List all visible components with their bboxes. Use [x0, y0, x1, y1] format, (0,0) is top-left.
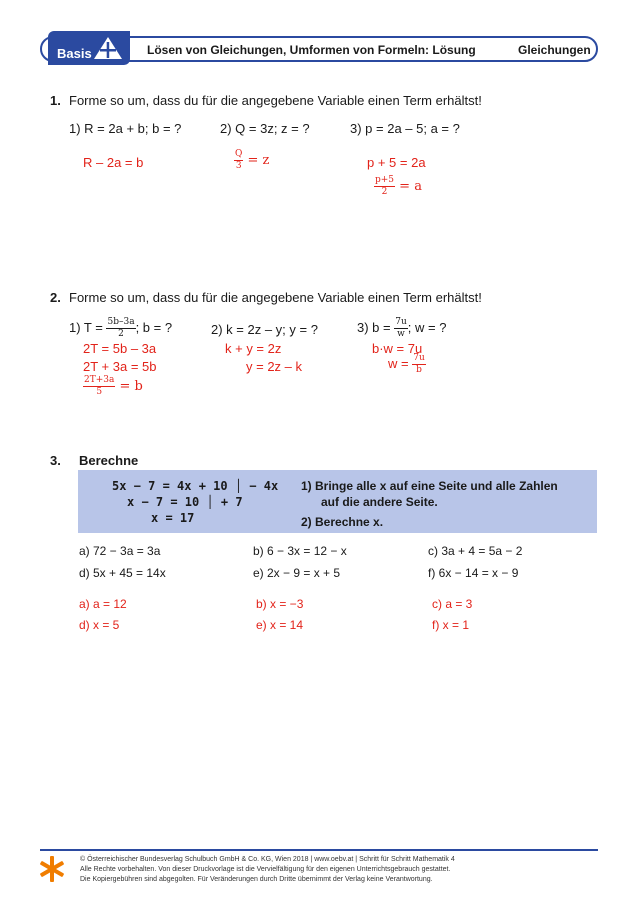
q2-item-3: 3) b = $\frac{7u}{w}$ ; w = ? — [357, 317, 447, 339]
q1-item-1: 1) R = 2a + b; b = ? — [69, 121, 182, 136]
q2-number: 2. — [50, 290, 61, 305]
q3-title: Berechne — [79, 453, 139, 468]
q1-answer-2: $\frac{Q}{3}$ = z — [235, 149, 270, 171]
publisher-logo-icon — [40, 855, 64, 883]
solution-d: d) x = 5 — [79, 618, 120, 632]
q2-text: Forme so um, dass du für die angegebene Variable einen Term erhältst! — [69, 290, 482, 305]
task-a: a) 72 − 3a = 3a — [79, 544, 161, 558]
solution-c: c) a = 3 — [432, 597, 473, 611]
q1-item-2: 2) Q = 3z; z = ? — [220, 121, 310, 136]
solution-e: e) x = 14 — [256, 618, 304, 632]
q1-text: Forme so um, dass du für die angegebene Variable einen Term erhältst! — [69, 93, 482, 108]
example-line-2: x − 7 = 10 │ + 7 — [127, 495, 243, 509]
q1-answer-3-line-1: p + 5 = 2a — [367, 155, 426, 170]
footer-rule — [40, 849, 598, 851]
solution-b: b) x = −3 — [256, 597, 304, 611]
level-label: Basis — [57, 46, 92, 61]
q3-number: 3. — [50, 453, 61, 468]
q2-item-2: 2) k = 2z – y; y = ? — [211, 322, 318, 337]
footer-rights: Alle Rechte vorbehalten. Von dieser Druckvorlage ist die Vervielfältigung für den eigenen Unterrichtsgebrauch gestattet. — [80, 866, 451, 873]
q1-answer-1: R – 2a = b — [83, 155, 144, 170]
example-line-1: 5x − 7 = 4x + 10 │ − 4x — [112, 479, 279, 493]
task-e: e) 2x − 9 = x + 5 — [253, 566, 341, 580]
task-b: b) 6 − 3x = 12 − x — [253, 544, 347, 558]
q2-answer-1-line-2: 2T + 3a = 5b — [83, 359, 157, 374]
footer-disclaimer: Die Kopiergebühren sind abgegolten. Für Veränderungen durch Dritte übernimmt der Verlag keine Verantwortung. — [80, 876, 433, 883]
q2-answer-1-line-1: 2T = 5b – 3a — [83, 341, 157, 356]
example-step-1: 1) Bringe alle x auf eine Seite und alle Zahlen — [301, 479, 558, 493]
q2-answer-2-line-2: y = 2z – k — [246, 359, 302, 374]
task-c: c) 3a + 4 = 5a − 2 — [428, 544, 523, 558]
q2-item-1: 1) T = $\frac{5b-3a}{2}$ ; b = ? — [69, 317, 173, 339]
q2-answer-3-line-2: w = $\frac{7u}{b}$ — [388, 353, 425, 375]
example-line-3: x = 17 — [151, 511, 195, 525]
q1-answer-3-line-2: $\frac{p+5}{2}$ = a — [375, 175, 422, 197]
q1-item-3: 3) p = 2a – 5; a = ? — [350, 121, 460, 136]
solution-a: a) a = 12 — [79, 597, 127, 611]
q2-answer-2-line-1: k + y = 2z — [225, 341, 282, 356]
q1-number: 1. — [50, 93, 61, 108]
q2-answer-3-line-1: b·w = 7u — [372, 341, 423, 356]
example-step-2: 2) Berechne x. — [301, 515, 384, 529]
q2-answer-1-line-3: $\frac{2T+3a}{5}$ = b — [84, 375, 143, 397]
example-step-1-cont: auf die andere Seite. — [321, 495, 438, 509]
task-f: f) 6x − 14 = x − 9 — [428, 566, 519, 580]
solution-f: f) x = 1 — [432, 618, 470, 632]
subject-label: Gleichungen — [518, 43, 591, 57]
task-d: d) 5x + 45 = 14x — [79, 566, 166, 580]
footer-copyright: © Österreichischer Bundesverlag Schulbuch GmbH & Co. KG, Wien 2018 | www.oebv.at | Schritt für Schritt Mathematik 4 — [80, 856, 455, 863]
page-title: Lösen von Gleichungen, Umformen von Formeln: Lösung — [147, 43, 476, 57]
